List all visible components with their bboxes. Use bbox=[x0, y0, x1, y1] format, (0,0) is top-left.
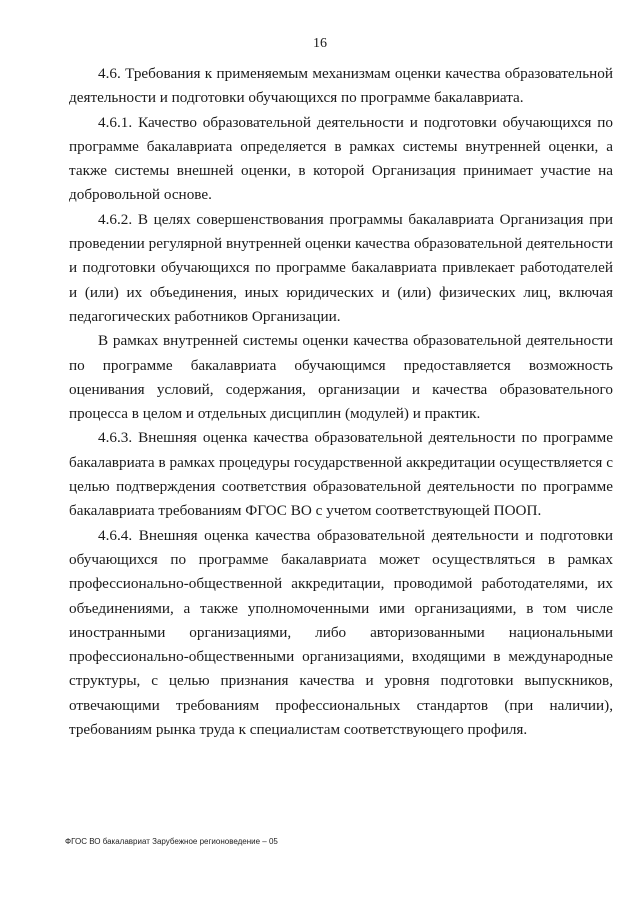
paragraph-4-6-4: 4.6.4. Внешняя оценка качества образовательной деятельности и подготовки обучающихся по программе бакалавриата может осуществляться в рамках профессионально-общественной аккредитации, проводимой работодателями, их объединениями, а также уполномоченными ими организациями, в том числе иностранными организациями, либо авторизованными национальными профессионально-общественными организациями, входящими в международные структуры, с целью признания качества и уровня подготовки выпускников, отвечающими требованиям профессиональных стандартов (при наличии), требованиям рынка труда к специалистам соответствующего профиля. bbox=[69, 526, 613, 739]
document-body bbox=[69, 62, 613, 742]
page-number: 16 bbox=[313, 36, 327, 51]
paragraph-internal-assessment: В рамках внутренней системы оценки качества образовательной деятельности по программе бакалавриата обучающимся предоставляется возможность оценивания условий, содержания, организации и качества образовательного процесса в целом и отдельных дисциплин (модулей) и практик. bbox=[69, 332, 613, 423]
paragraph-4-6-2: 4.6.2. В целях совершенствования программы бакалавриата Организация при проведении регулярной внутренней оценки качества образовательной деятельности и подготовки обучающихся по программе бакалавриата привлекает работодателей и (или) их объединения, иных юридических и (или) физических лиц, включая педагогических работников Организации. bbox=[69, 210, 613, 325]
paragraph-4-6-1: 4.6.1. Качество образовательной деятельности и подготовки обучающихся по программе бакалавриата определяется в рамках системы внутренней оценки, а также системы внешней оценки, в которой Организация принимает участие на добровольной основе. bbox=[69, 113, 613, 204]
document-footer: ФГОС ВО бакалавриат Зарубежное регионоведение – 05 bbox=[65, 837, 278, 846]
paragraph-4-6: 4.6. Требования к применяемым механизмам оценки качества образовательной деятельности и подготовки обучающихся по программе бакалавриата. bbox=[69, 65, 613, 107]
paragraph-4-6-3: 4.6.3. Внешняя оценка качества образовательной деятельности по программе бакалавриата в рамках процедуры государственной аккредитации осуществляется с целью подтверждения соответствия образовательной деятельности по программе бакалавриата требованиям ФГОС ВО с учетом соответствующей ПООП. bbox=[69, 429, 613, 520]
